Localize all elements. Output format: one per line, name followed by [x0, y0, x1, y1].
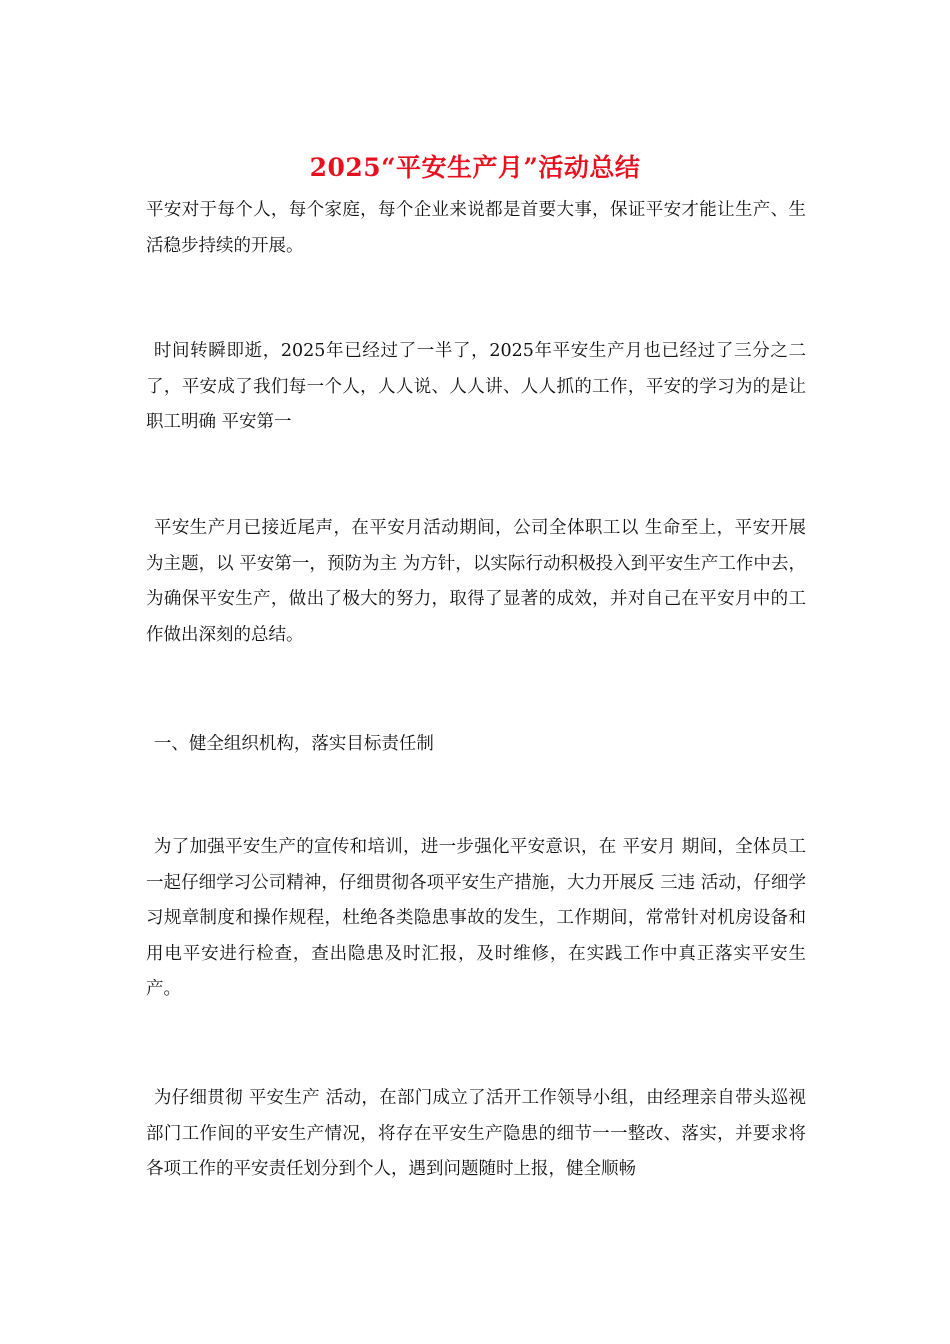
paragraph-training: 为了加强平安生产的宣传和培训，进一步强化平安意识，在 平安月 期间，全体员工一起仔细学习公司精神，仔细贯彻各项平安生产措施，大力开展反 三违 活动，仔细学习规章制度和操作规程，杜绝各类隐患事故的发生，工作期间，常常针对机房设备和用电平安进行检查，查出隐患及时汇报，及时维修，在实践工作中真正落实平安生产。 — [146, 837, 806, 999]
section-heading-1: 一、健全组织机构，落实目标责任制 — [153, 734, 434, 754]
paragraph-leadership: 为仔细贯彻 平安生产 活动，在部门成立了活开工作领导小组，由经理亲自带头巡视部门工作间的平安生产情况，将存在平安生产隐患的细节一一整改、落实，并要求将各项工作的平安责任划分到个人，遇到问题随时上报，健全顺畅 — [146, 1088, 806, 1179]
document-title: 2025“平安生产月”活动总结 — [309, 153, 641, 182]
paragraph-time: 时间转瞬即逝，2025年已经过了一半了，2025年平安生产月也已经过了三分之二了，平安成了我们每一个人，人人说、人人讲、人人抓的工作，平安的学习为的是让职工明确 平安第一 — [146, 341, 806, 432]
paragraph-intro: 平安对于每个人，每个家庭，每个企业来说都是首要大事，保证平安才能让生产、生活稳步持续的开展。 — [146, 200, 806, 256]
paragraph-month-summary: 平安生产月已接近尾声，在平安月活动期间，公司全体职工以 生命至上，平安开展 为主题，以 平安第一，预防为主 为方针，以实际行动积极投入到平安生产工作中去，为确保平安生产，做出了极大的努力，取得了显著的成效，并对自己在平安月中的工作做出深刻的总结。 — [146, 518, 806, 645]
